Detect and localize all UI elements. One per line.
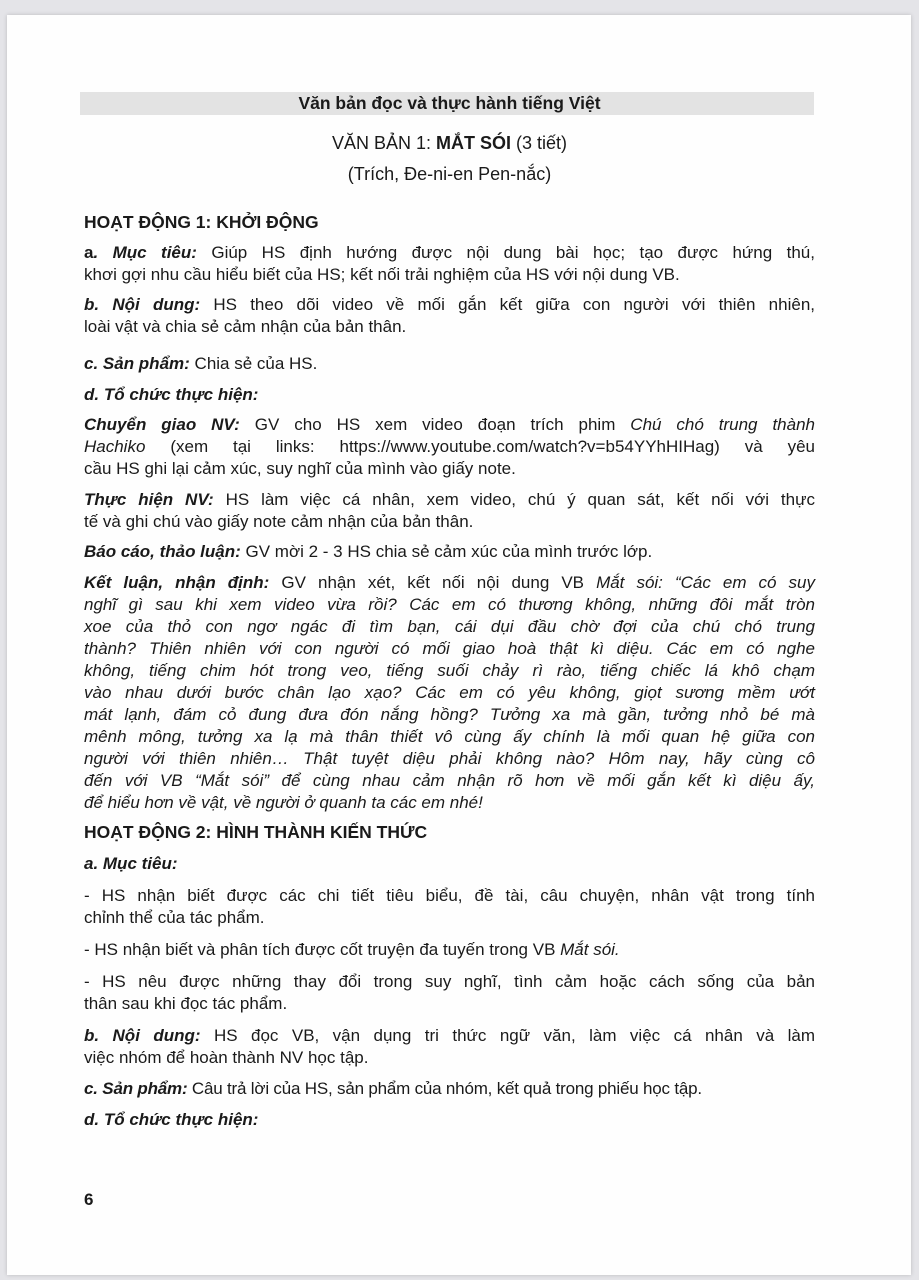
a1-content-label: b. Nội dung: [84, 295, 201, 314]
activity2-heading: HOẠT ĐỘNG 2: HÌNH THÀNH KIẾN THỨC [84, 822, 428, 842]
document-page [7, 15, 911, 1275]
a1-objective-label: . Mục tiêu: [93, 243, 197, 262]
perform-label: Thực hiện NV: [84, 490, 214, 509]
text-title-name: MẮT SÓI [436, 133, 512, 153]
conclusion-line: nghĩ gì sau khi xem video vừa rồi? Các em có thương không, những đôi mắt tròn [84, 595, 815, 614]
perform-text: HS làm việc cá nhân, xem video, chú ý quan sát, kết nối với thực [213, 490, 815, 509]
a1-product-label: c. Sản phẩm: [84, 354, 190, 373]
transfer-link-text: (xem tại links: https://www.youtube.com/watch?v=b54YYhHIHag) và yêu [145, 437, 815, 456]
conclusion-line: thành? Thiên nhiên với con người có mối giao hoà thật kì diệu. Các em có nghe [84, 639, 815, 658]
activity1-heading: HOẠT ĐỘNG 1: KHỞI ĐỘNG [84, 212, 319, 232]
text-source: (Trích, Đe-ni-en Pen-nắc) [347, 164, 552, 184]
conclusion-line: xoe của thỏ con ngơ ngác đi tìm bạn, cái dụi đầu chờ đợi của chú chó trung [84, 617, 815, 636]
conclusion-line: để hiểu hơn về vật, về người ở quanh ta các em nhé! [84, 793, 483, 812]
a2-content-line1 [84, 1025, 815, 1047]
transfer-label: Chuyển giao NV: [84, 415, 240, 434]
conclusion-line1 [84, 572, 815, 594]
a2-product [84, 1078, 815, 1100]
conclusion-quote-start: Mắt sói: “Các em có suy [596, 573, 815, 592]
text-title-suffix: (3 tiết) [511, 133, 568, 153]
a2-bullet3-line1: - HS nêu được những thay đổi trong suy nghĩ, tình cảm hoặc cách sống của bản [84, 972, 815, 991]
transfer-line1 [84, 414, 815, 436]
a1-organize-label: d. Tổ chức thực hiện: [84, 385, 259, 404]
a1-content-text: HS theo dõi video về mối gắn kết giữa con người với thiên nhiên, [200, 295, 815, 314]
a2-content-text: HS đọc VB, vận dụng tri thức ngữ văn, làm việc cá nhân và làm [200, 1026, 815, 1045]
film-title-cont: Hachiko [84, 437, 146, 456]
report-line [84, 541, 815, 563]
report-text: GV mời 2 - 3 HS chia sẻ cảm xúc của mình trước lớp. [240, 542, 653, 561]
a1-product-text: Chia sẻ của HS. [189, 354, 318, 373]
transfer-line2 [84, 436, 815, 458]
a2-organize-label: d. Tổ chức thực hiện: [84, 1110, 259, 1129]
a2-bullet2 [84, 939, 815, 961]
film-title: Chú chó trung thành [630, 415, 815, 434]
a2-bullet2-text: - HS nhận biết và phân tích được cốt truyện đa tuyến trong VB [84, 940, 561, 959]
transfer-text: GV cho HS xem video đoạn trích phim [239, 415, 631, 434]
conclusion-line: vào nhau dưới bước chân lạo xạo? Các em có yêu không, giọt sương mềm ướt [84, 683, 815, 702]
a2-content-label: b. Nội dung: [84, 1026, 201, 1045]
a2-product-label: c. Sản phẩm: [84, 1079, 188, 1098]
a1-objective-line2: khơi gợi nhu cầu hiểu biết của HS; kết nối trải nghiệm của HS với nội dung VB. [84, 265, 680, 284]
a1-content-line2: loài vật và chia sẻ cảm nhận của bản thân. [84, 317, 407, 336]
a1-objective-line1 [84, 242, 815, 264]
text-title-prefix: VĂN BẢN 1: [331, 133, 437, 153]
conclusion-text: GV nhận xét, kết nối nội dung VB [269, 573, 597, 592]
section-title: Văn bản đọc và thực hành tiếng Việt [298, 93, 601, 113]
perform-line1 [84, 489, 815, 511]
a2-product-text: Câu trả lời của HS, sản phẩm của nhóm, kết quả trong phiếu học tập. [187, 1079, 702, 1098]
conclusion-line: mát lạnh, đám cỏ đung đưa đón nắng hồng? Tưởng xa mà gần, tưởng nhỏ bé mà [84, 705, 815, 724]
a2-objective-label: a. Mục tiêu: [84, 854, 178, 873]
conclusion-line: đến với VB “Mắt sói” để cùng nhau cảm nhận rõ hơn về mối gắn kết kì diệu ấy, [84, 771, 815, 790]
report-label: Báo cáo, thảo luận: [84, 542, 241, 561]
conclusion-label: Kết luận, nhận định: [84, 573, 270, 592]
a2-bullet3-line2: thân sau khi đọc tác phẩm. [84, 994, 288, 1013]
a1-product [84, 353, 815, 375]
transfer-line3: cầu HS ghi lại cảm xúc, suy nghĩ của mình vào giấy note. [84, 459, 516, 478]
a1-content-line1 [84, 294, 815, 316]
text-title [84, 132, 815, 154]
conclusion-line: người với thiên nhiên… Thật tuyệt diệu phải không nào? Hôm nay, hãy cùng cô [84, 749, 815, 768]
conclusion-line: mênh mông, tưởng xa lạ mà thân thiết vô cùng ấy chính là mối quan hệ giữa con [84, 727, 815, 746]
a2-bullet1-line1: - HS nhận biết được các chi tiết tiêu biểu, đề tài, câu chuyện, nhân vật trong tính [84, 886, 815, 905]
a2-bullet1-line2: chỉnh thể của tác phẩm. [84, 908, 265, 927]
page-number: 6 [84, 1190, 94, 1209]
a2-bullet2-title: Mắt sói. [560, 940, 620, 959]
a2-content-line2: việc nhóm để hoàn thành NV học tập. [84, 1048, 369, 1067]
a1-objective-text: Giúp HS định hướng được nội dung bài học; tạo được hứng thú, [196, 243, 815, 262]
a1-objective-letter: a [84, 243, 94, 262]
conclusion-line: không, tiếng chim hót trong veo, tiếng suối chảy rì rào, tiếng chiếc lá khô chạm [84, 661, 815, 680]
perform-line2: tế và ghi chú vào giấy note cảm nhận của bản thân. [84, 512, 474, 531]
